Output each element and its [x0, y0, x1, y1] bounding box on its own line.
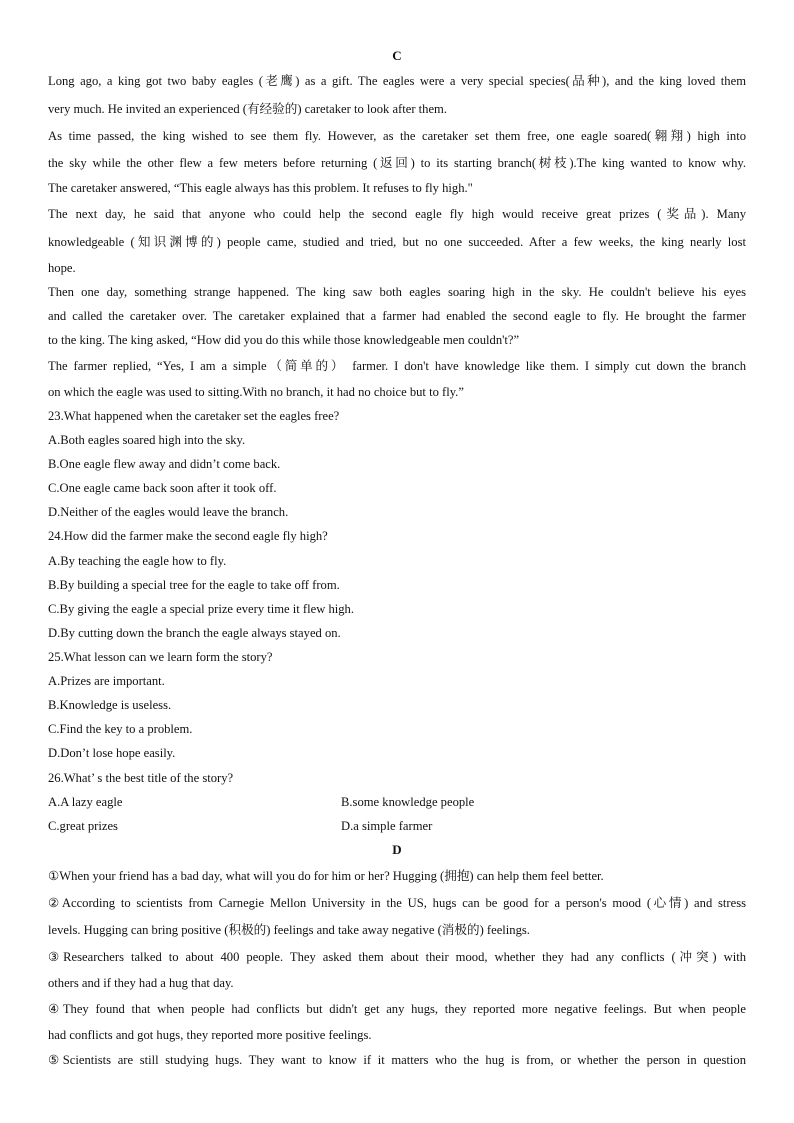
passage-c-line: Then one day, something strange happened. The king saw both eagles soaring high in the sky. He couldn't believe his eyes: [48, 285, 746, 299]
question-stem: 25.What lesson can we learn form the story?: [48, 650, 273, 664]
passage-c-line: As time passed, the king wished to see them fly. However, as the caretaker set them free, one eagle soared(翱翔) high into: [48, 129, 746, 143]
answer-option: D.By cutting down the branch the eagle always stayed on.: [48, 626, 341, 640]
answer-option: B.By building a special tree for the eagle to take off from.: [48, 578, 340, 592]
passage-d-line: had conflicts and got hugs, they reported more positive feelings.: [48, 1028, 372, 1042]
passage-c-line: The caretaker answered, “This eagle always has this problem. It refuses to fly high.": [48, 181, 473, 195]
passage-c-line: the sky while the other flew a few meters before returning (返回) to its starting branch(树枝).The king wanted to know why.: [48, 156, 746, 170]
passage-c-line: on which the eagle was used to sitting.With no branch, it had no choice but to fly.”: [48, 385, 464, 399]
passage-c-line: to the king. The king asked, “How did you do this while those knowledgeable men couldn't?”: [48, 333, 520, 347]
passage-c-line: very much. He invited an experienced (有经验的) caretaker to look after them.: [48, 102, 447, 116]
passage-c-line: The next day, he said that anyone who could help the second eagle fly high would receive great prizes (奖品). Many: [48, 207, 746, 221]
answer-option: D.a simple farmer: [341, 819, 433, 833]
section-c-heading: C: [392, 48, 402, 63]
passage-d-line: ⑤Scientists are still studying hugs. They want to know if it matters who the hug is from, or whether the person in question: [48, 1053, 746, 1067]
answer-option: A.Prizes are important.: [48, 674, 165, 688]
answer-option: B.some knowledge people: [341, 795, 475, 809]
answer-option: B.One eagle flew away and didn’t come back.: [48, 457, 281, 471]
passage-c-line: The farmer replied, “Yes, I am a simple（简单的） farmer. I don't have knowledge like them. I simply cut down the branch: [48, 359, 746, 373]
answer-option: D.Neither of the eagles would leave the branch.: [48, 505, 289, 519]
answer-option: C.great prizes: [48, 819, 118, 833]
section-d-heading: D: [392, 842, 402, 857]
answer-option: A.A lazy eagle: [48, 795, 123, 809]
passage-c-line: and called the caretaker over. The caretaker explained that a farmer had enabled the second eagle to fly. He brought the farmer: [48, 309, 746, 323]
question-stem: 26.What’ s the best title of the story?: [48, 771, 234, 785]
passage-d-line: others and if they had a hug that day.: [48, 976, 234, 990]
passage-d-line: ③Researchers talked to about 400 people. They asked them about their mood, whether they had any conflicts (冲突) with: [48, 950, 746, 964]
passage-d-line: ②According to scientists from Carnegie Mellon University in the US, hugs can be good for a person's mood (心情) and stress: [48, 896, 746, 910]
question-stem: 23.What happened when the caretaker set the eagles free?: [48, 409, 340, 423]
answer-option: C.By giving the eagle a special prize every time it flew high.: [48, 602, 355, 616]
answer-option: A.Both eagles soared high into the sky.: [48, 433, 246, 447]
passage-d-line: ①When your friend has a bad day, what will you do for him or her? Hugging (拥抱) can help them feel better.: [48, 869, 604, 883]
passage-d-line: ④They found that when people had conflicts but didn't get any hugs, they reported more negative feelings. But when people: [48, 1002, 746, 1016]
passage-c-line: hope.: [48, 261, 76, 275]
passage-c-line: Long ago, a king got two baby eagles (老鹰) as a gift. The eagles were a very special species(品种), and the king loved them: [48, 74, 746, 88]
passage-d-line: levels. Hugging can bring positive (积极的) feelings and take away negative (消极的) feelings.: [48, 923, 530, 937]
answer-option: A.By teaching the eagle how to fly.: [48, 554, 227, 568]
answer-option: C.Find the key to a problem.: [48, 722, 193, 736]
question-stem: 24.How did the farmer make the second eagle fly high?: [48, 529, 328, 543]
answer-option: D.Don’t lose hope easily.: [48, 746, 176, 760]
answer-option: C.One eagle came back soon after it took off.: [48, 481, 277, 495]
passage-c-line: knowledgeable (知识渊博的) people came, studied and tried, but no one succeeded. After a few weeks, the king nearly lost: [48, 235, 746, 249]
answer-option: B.Knowledge is useless.: [48, 698, 172, 712]
